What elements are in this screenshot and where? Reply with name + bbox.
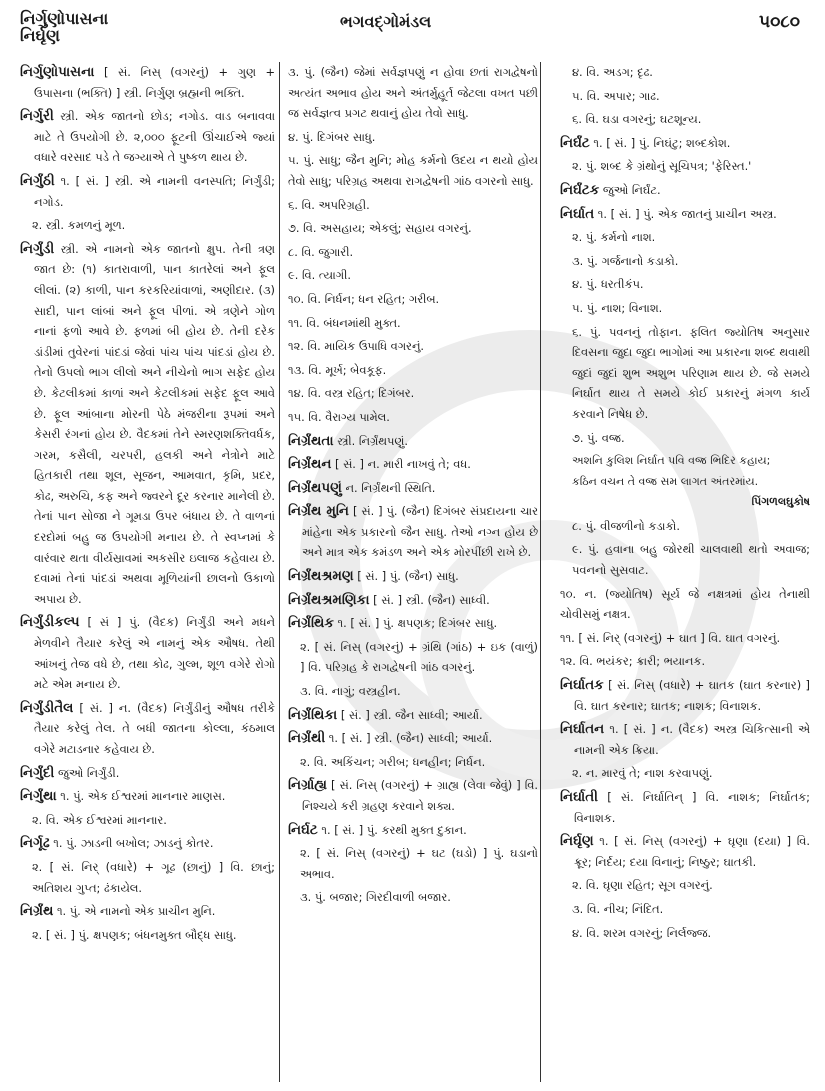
definition-text: ૧. [ સં. નિસ્ (વગરનું) + ઘૃણા (દયા) ] વિ. ક્રૂર; નિર્દય; દયા વિનાનું; નિષ્ઠુર; ઘાતકી. — [574, 834, 810, 869]
headword: નિર્ગુંડી — [20, 240, 55, 257]
sub-sense: ૬. વિ. અપરિગ્રહી. — [288, 197, 370, 212]
headword: નિર્ગુંડીકલ્પ — [20, 614, 80, 631]
definition-text: ૧. [ સં. ] પું. કરથી મુક્ત દુકાન. — [317, 822, 467, 837]
dictionary-entry — [20, 786, 275, 807]
column-1 — [20, 62, 275, 948]
definition-text: ૧. [ સં. ] સ્ત્રી. (જૈન) સાધ્વી; આર્યા. — [325, 731, 493, 746]
column-divider-1 — [279, 62, 280, 1082]
dictionary-entry — [288, 478, 538, 499]
headword: નિર્ગ્રંથ મુનિ — [288, 503, 349, 520]
definition-text: [ સં ] પું. (વૈદક) નિર્ગુંડી અને મધને મેળવીને તૈયાર કરેલું એ નામનું એક ઔષધ. તેથી આંખનું તેજ વધે છે, તથા કોઢ, ગુલ્મ, શૂળ વગેરે રોગો મટે એમ મનાય છે. — [34, 615, 275, 692]
sub-sense: ૬. પું. પવનનું તોફાન. ફલિત જ્યોતિષ અનુસાર દિવસના જુદા જુદા ભાગોમાં આ પ્રકારના શબ્દ થવાથી જુદાં જુદાં શુભ અશુભ પરિણામ થાય છે. જે સમયે નિર્ઘાત થાય તે સમયે કોઈ પ્રકારનું મંગળ કાર્ય કરવાને નિષેધ છે. — [572, 324, 810, 421]
headword: નિર્ઘાતન — [560, 721, 605, 738]
last-guide-word: નિર્ઘૃણ — [20, 26, 60, 45]
sub-sense: ૬. વિ. ઘડા વગરનું; ઘટશૂન્ય. — [572, 112, 702, 127]
verse-quote-line: કઠિન વચન તે વજ્ર સમ લાગત અંતરમાંય. — [572, 474, 759, 488]
page-number: ૫૦૮૦ — [759, 12, 800, 32]
sub-sense: ૨. વિ. અકિંચન; ગરીબ; ધનહીન; નિર્ધન. — [300, 754, 486, 769]
sub-sense: ૨. સ્ત્રી. કમળનું મૂળ. — [32, 218, 126, 233]
definition-text: ૧. પું. ઝાડની બખોલ; ઝાડનું કોતર. — [49, 836, 214, 851]
headword: નિર્ગ્રંથતા — [288, 432, 334, 449]
headword: નિર્ગૂઢ — [20, 835, 50, 852]
sub-sense: ૧૨. વિ. ભયંકર; ક્રારી; ભયાનક. — [560, 654, 706, 669]
dictionary-entry — [560, 180, 810, 201]
sub-sense: ૨. [ સં. નિર્ (વધારે) + ગૂઢ (છાનું) ] વિ. છાનું; અતિશય ગુપ્ત; ઢંકાયેલ. — [32, 859, 275, 895]
verse-quote-line: અશનિ કુલિશ નિર્ઘાત પવિ વજ્ર ભિદિર કહાય; — [572, 454, 771, 468]
dictionary-entry — [288, 775, 538, 816]
headword: નિર્ગ્રંથન — [288, 456, 332, 473]
sub-sense: ૨. વિ. એક ઈશ્વરમાં માનનાર. — [32, 812, 167, 827]
definition-text: [ સં. નિર્ઘાતિન્ ] વિ. નાશક; નિર્ઘાતક; વિનાશક. — [574, 790, 810, 825]
definition-text: ન. નિર્ગ્રંથની સ્થિતિ. — [341, 480, 436, 495]
headword: નિર્ગ્રંથશ્રમણિકા — [288, 591, 370, 608]
headword: નિર્ઘંટક — [560, 181, 600, 198]
sub-sense: ૫. પું. નાશ; વિનાશ. — [572, 300, 663, 315]
headword: નિર્ગ્રંથિકા — [288, 706, 338, 723]
definition-text: [ સં. નિસ્ (વધારે) + ઘાતક (ઘાત કરનાર) ] વિ. ઘાત કરનાર; ઘાતક; નાશક; વિનાશક. — [574, 678, 810, 713]
sub-sense: ૪. પું. ધરતીકંપ. — [572, 277, 644, 292]
column-divider-2 — [540, 62, 541, 1082]
sub-sense: ૧૫. વિ. વૈરાગ્ય પામેલ. — [288, 409, 390, 424]
sub-sense: ૩. પું. (જૈન) જેમાં સર્વજ્ઞપણું ન હોવા છતાં રાગદ્વેષનો અત્યંત અભાવ હોય અને અંતર્મુહૂર્ત જેટલા વખત પછી જ સર્વજ્ઞત્વ પ્રગટ થવાનું હોય તેવો સાધુ. — [288, 65, 538, 121]
definition-text: [ સં. ] ન. મારી નાખવું તે; વધ. — [331, 457, 471, 472]
headword: નિર્ગ્રંથિક — [288, 615, 334, 632]
dictionary-entry — [288, 728, 538, 749]
definition-text: ૧. [ સં. ] પું. ક્ષપણક; દિગંબર સાધુ. — [333, 616, 498, 631]
definition-text: [ સં. ] ન. (વૈદક) નિર્ગુંડીનું ઔષધ તરીકે તૈયાર કરેલું તેલ. તે બધી જાતના કોલ્લા, કંઠમાલ વગેરે મટાડનાર કહેવાય છે. — [34, 700, 275, 756]
headword: નિર્ગ્રંથશ્રમણ — [288, 568, 354, 585]
dictionary-entry — [288, 501, 538, 563]
quote-source: પિંગળલઘુકોષ — [751, 495, 810, 509]
headword: નિર્ઘાત — [560, 205, 595, 222]
dictionary-entry — [288, 590, 538, 611]
dictionary-entry — [560, 719, 810, 760]
sub-sense: ૭. વિ. અસહાય; એકલું; સહાય વગરનું. — [288, 221, 472, 236]
sub-sense: ૪. પું. દિગંબર સાધુ. — [288, 129, 376, 144]
sub-sense: ૧૪. વિ. વસ્ત્ર રહિત; દિગંબર. — [288, 386, 415, 401]
sub-sense: ૧૦. ન. (જ્યોતિષ) સૂર્ય જે નક્ષત્રમાં હોય તેનાથી ચોવીસમું નક્ષત્ર. — [560, 586, 810, 622]
sub-sense: ૧૨. વિ. માયિક ઉપાધિ વગરનું. — [288, 339, 425, 354]
sub-sense: ૧૧. વિ. બંધનમાંથી મુક્ત. — [288, 315, 401, 330]
dictionary-entry — [20, 833, 275, 854]
headword: નિર્ઘાતક — [560, 677, 604, 694]
column-2 — [288, 62, 538, 911]
sub-sense: ૪. વિ. શરમ વગરનું; નિર્લજ્જ. — [572, 925, 712, 940]
sub-sense: ૨. ન. મારવું તે; નાશ કરવાપણું. — [572, 766, 713, 781]
headword: નિર્ગુંડીતૈલ — [20, 699, 74, 716]
dictionary-entry — [560, 133, 810, 154]
definition-text: ૧. [ સં. ] ન. (વૈદક) અસ્ત્ર ચિકિત્સાની એ નામની એક ક્રિયા. — [574, 722, 810, 757]
sub-sense: ૩. પું. બજાર; ગિરદીવાળી બજાર. — [300, 890, 451, 905]
sub-sense: ૯. પું. હવાના બહુ જોરથી ચાલવાથી થતો અવાજ; પવનનો સુસવાટ. — [572, 542, 810, 578]
headword: નિર્ગ્રંથી — [288, 730, 326, 747]
guide-words — [20, 10, 108, 44]
sub-sense: ૫. વિ. અપાર; ગાઢ. — [572, 88, 660, 103]
sub-sense: ૧૧. [ સં. નિર્ (વગરનું) + ઘાત ] વિ. ઘાત વગરનું. — [560, 630, 781, 645]
sub-sense: ૨. પું. શબ્દ કે ગ્રંથોનું સૂચિપત્ર; 'ફેરિસ્ત.' — [572, 159, 752, 174]
sub-sense: ૯. વિ. ત્યાગી. — [288, 268, 351, 283]
headword: નિર્ઘૃણ — [560, 833, 594, 850]
dictionary-entry — [288, 613, 538, 634]
headword: નિર્ગુરી — [20, 108, 54, 125]
definition-text: ૧. [ સં. ] સ્ત્રી. એ નામની વનસ્પતિ; નિર્ગુંડી; નગોડ. — [34, 173, 275, 209]
definition-text: [ સં. ] પું. (જૈન) દિગંબર સંપ્રદાયના ચાર માંહેના એક પ્રકારનો જૈન સાધુ. તેઓ નગ્ન હોય છે અને માત્ર એક કમંડળ અને એક મોરપીંછી રાખે છે. — [302, 504, 538, 560]
sub-sense: ૨. [ સં. ] પું. ક્ષપણક; બંધનમુક્ત બૌદ્ધ સાધુ. — [32, 927, 237, 942]
dictionary-entry — [20, 106, 275, 168]
running-title: ભગવદ્ગોમંડલ — [340, 12, 432, 31]
page-header — [0, 0, 825, 60]
sub-sense: ૨. પું. કર્મનો નાશ. — [572, 230, 656, 245]
sub-sense: ૮. પું. વીજળીનો કડાકો. — [572, 518, 680, 533]
sub-sense: ૨. [ સં. નિસ્ (વગરનું) + ગ્રંથિ (ગાંઠ) + ઇક (વાળું) ] વિ. પરિગ્રહ કે રાગદ્વેષની ગાંઠ વગરનું. — [300, 639, 538, 675]
sub-sense: ૫. પું. સાધુ; જૈન મુનિ; મોહ કર્મનો ઉદય ન થયો હોય તેવો સાધુ; પરિગ્રહ અથવા રાગદ્વેષની ગાંઠ વગરનો સાધુ. — [288, 153, 538, 188]
sub-sense: ૨. [ સં. નિસ્ (વગરનું) + ઘટ (ઘડો) ] પું. ઘડાનો અભાવ. — [300, 846, 538, 881]
dictionary-entry — [20, 901, 275, 922]
dictionary-entry — [288, 431, 538, 452]
headword: નિર્ગુણોપાસના — [20, 64, 95, 80]
first-guide-word: નિર્ગુણોપાસના — [20, 9, 109, 28]
headword: નિર્ઘટ — [288, 821, 318, 838]
sub-sense: ૭. પું. વજ્ર. — [572, 430, 625, 445]
sub-sense: ૩. પું. ગર્જનાનો કડાકો. — [572, 253, 679, 268]
definition-text: ૧. [ સં. ] પું. નિઘંટુ; શબ્દકોશ. — [589, 135, 731, 150]
sub-sense: ૪. વિ. અડગ; દૃઢ. — [572, 65, 653, 79]
sub-sense: ૩. વિ. નીચ; નિંદિત. — [572, 901, 664, 916]
headword: નિર્ગુંથા — [20, 788, 57, 805]
sub-sense: ૨. વિ. ઘૃણા રહિત; સૂગ વગરનું. — [572, 878, 713, 893]
definition-text: [ સં. ] સ્ત્રી. (જૈન) સાધ્વી. — [369, 592, 490, 607]
definition-text: [ સં. ] પું. (જૈન) સાધુ. — [353, 569, 459, 584]
definition-text: ૧. પું. એ નામનો એક પ્રાચીન મુનિ. — [53, 904, 216, 919]
definition-text: [ સં. નિસ્ (વગરનું) + ગ્રાહ્ય (લેવા જેવું) ] વિ. નિશ્ચયે કરી ગ્રહણ કરવાને શક્ય. — [302, 778, 538, 813]
dictionary-entry — [20, 698, 275, 760]
dictionary-entry — [288, 705, 538, 726]
dictionary-entry — [20, 171, 275, 212]
definition-text: [ સં. નિસ્ (વગરનું) + ગુણ + ઉપાસના (ભક્તિ) ] સ્ત્રી. નિર્ગુણ બ્રહ્મની ભક્તિ. — [34, 65, 275, 100]
definition-text: [ સં. ] સ્ત્રી. જૈન સાધ્વી; આર્યા. — [337, 707, 483, 722]
sub-sense: ૩. વિ. નાગું; વસ્ત્રહીન. — [300, 684, 401, 699]
dictionary-entry — [288, 566, 538, 587]
dictionary-entry — [20, 62, 275, 103]
headword: નિર્ગ્રંથપણું — [288, 479, 342, 496]
definition-text: જુઓ નિર્ગુંડી. — [54, 765, 120, 780]
headword: નિર્ઘાતી — [560, 789, 599, 805]
dictionary-entry — [560, 675, 810, 716]
dictionary-entry — [20, 763, 275, 784]
definition-text: જુઓ નિર્ઘંટ. — [599, 182, 661, 197]
definition-text: સ્ત્રી. એ નામનો એક જાતનો ક્ષુપ. તેની ત્રણ જાત છે: (૧) કાતરાવાળી, પાન કાતરેલાં અને ફૂલ લીલાં. (૨) કાળી, પાન કરકરિયાંવાળાં, અણીદાર. (૩) સાદી, પાન લાંબાં અને ફૂલ પીળાં. એ ત્રણેને ગોળ નાનાં ફળો આવે છે. ફળમાં બી હોય છે. તેની દરેક ડાંડીમાં તુવેરનાં પાંદડાં જેવાં પાંચ પાંચ પાંદડાં હોય છે. તેનો ઉપલો ભાગ લીલો અને નીચેનો ભાગ સફેદ હોય છે. કેટલીકમાં કાળાં અને કેટલીકમાં સફેદ ફૂલ આવે છે. ફૂલ આંબાના મોરની પેઠે મંજરીના રૂપમાં અને કેસરી રંગનાં હોય છે. વૈદકમાં તેને સ્મરણશક્તિવર્ધક, ગરમ, કસૈલી, ચરપરી, હલકી અને નેત્રોને માટે હિતકારી તથા શૂલ, સૂજન, આમવાત, કૃમિ, પ્રદર, કોઢ, અરુચિ, કફ અને જ્વરને દૂર કરનાર માનેલી છે. તેનાં પાન સોજા ને ગૂમડા ઉપર બંધાય છે. તે વાળનાં દરદોમાં બહુ જ ઉપયોગી મનાય છે. તે સ્વપ્નમાં કે વારંવાર થતા વીર્યસ્રાવમાં અકસીર ઇલાજ કહેવાય છે. દવામાં તેનાં પાંદડાં અથવા મૂળિયાંની છાલનો ઉકાળો અપાય છે. — [34, 241, 275, 606]
definition-text: સ્ત્રી. નિર્ગ્રંથપણું. — [333, 433, 408, 448]
headword: નિર્ઘંટ — [560, 134, 590, 151]
headword: નિર્ગુંઠી — [20, 172, 55, 189]
dictionary-entry — [560, 831, 810, 872]
dictionary-entry — [288, 820, 538, 841]
definition-text: ૧. પું. એક ઈશ્વરમાં માનનાર માણસ. — [56, 789, 226, 804]
definition-text: સ્ત્રી. એક જાતનો છોડ; નગોડ. વાડ બનાવવા માટે તે ઉપયોગી છે. ૨,૦૦૦ ફૂટની ઊંચાઈએ જ્યાં વધારે વરસાદ પડે તે જગ્યાએ તે પુષ્કળ થાય છે. — [34, 109, 275, 165]
sub-sense: ૧૦. વિ. નિર્ધન; ધન રહિત; ગરીબ. — [288, 291, 440, 306]
column-3 — [560, 62, 810, 946]
dictionary-entry — [20, 239, 275, 610]
sub-sense: ૮. વિ. જુગારી. — [288, 244, 354, 259]
dictionary-entry — [560, 787, 810, 828]
dictionary-entry — [288, 454, 538, 475]
definition-text: ૧. [ સં. ] પું. એક જાતનું પ્રાચીન અસ્ત્ર. — [594, 206, 777, 221]
headword: નિર્ગુંદી — [20, 764, 55, 781]
sub-sense: ૧૩. વિ. મૂર્ખ; બેવકૂફ. — [288, 362, 387, 377]
headword: નિર્ગ્રાહ્ય — [288, 777, 327, 794]
dictionary-entry — [20, 612, 275, 694]
dictionary-entry — [560, 204, 810, 225]
headword: નિર્ગ્રંથ — [20, 903, 54, 920]
